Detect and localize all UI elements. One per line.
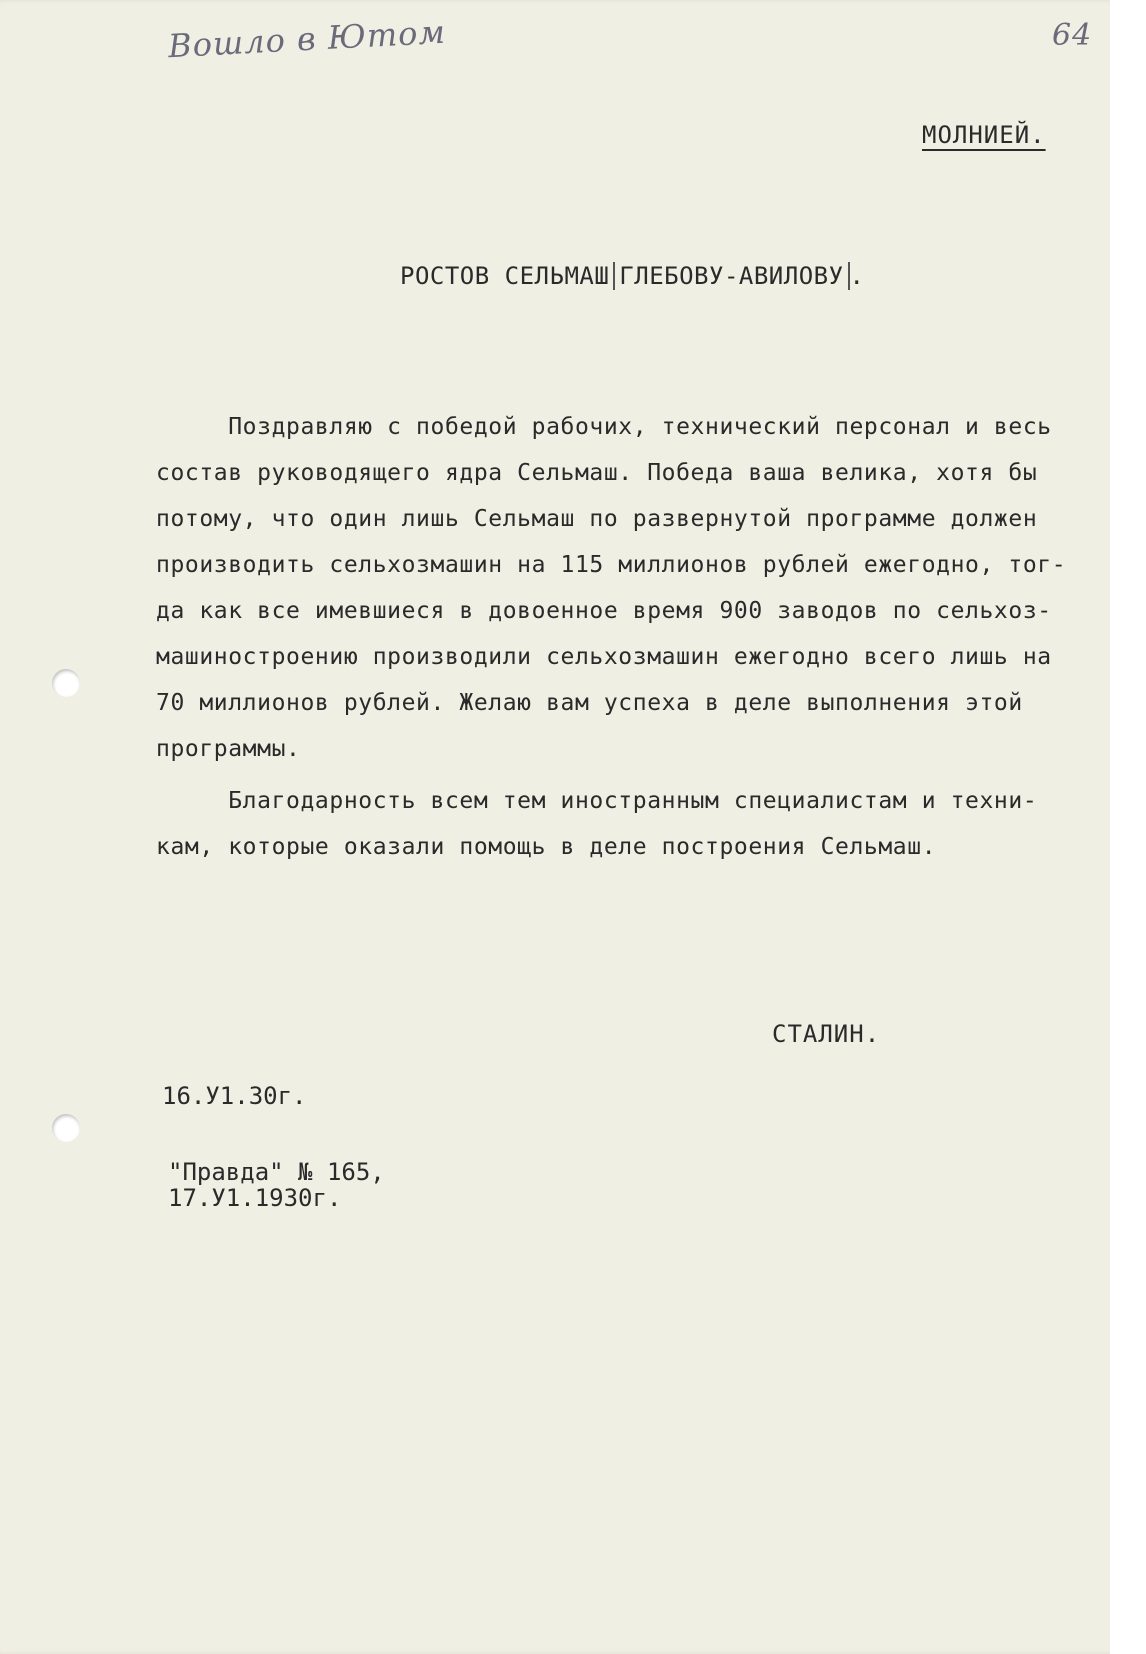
body-line: кам, которые оказали помощь в деле построения Сельмаш. [156, 834, 937, 860]
source-date: 17.У1.1930г. [168, 1184, 342, 1212]
document-date: 16.У1.30г. [162, 1082, 307, 1110]
body-line: программы. [156, 736, 301, 762]
body-line: Поздравляю с победой рабочих, технический персонал и весь [156, 414, 1052, 440]
source-citation: "Правда" № 165, [168, 1158, 385, 1186]
body-line: да как все имевшиеся в довоенное время 900 заводов по сельхоз- [156, 598, 1052, 624]
punch-hole [52, 1114, 80, 1142]
page-number: 64 [1052, 18, 1093, 53]
body-line: потому, что один лишь Сельмаш по развернутой программе должен [156, 506, 1038, 532]
urgency-header: МОЛНИЕЙ. [922, 121, 1046, 149]
signature: СТАЛИН. [772, 1020, 881, 1048]
body-line: производить сельхозмашин на 115 миллионов рублей ежегодно, тог- [156, 552, 1067, 578]
body-line: состав руководящего ядра Сельмаш. Победа ваша велика, хотя бы [156, 460, 1038, 486]
handwritten-note: Вошло в Ютом [167, 12, 447, 66]
address-recipient: ГЛЕБОВУ-АВИЛОВУ [613, 262, 849, 290]
punch-hole [52, 669, 80, 697]
body-line: 70 миллионов рублей. Желаю вам успеха в деле выполнения этой [156, 690, 1023, 716]
address-terminator: . [849, 262, 865, 290]
body-line: машиностроению производили сельхозмашин ежегодно всего лишь на [156, 644, 1052, 670]
page-edge [1110, 0, 1128, 1654]
telegram-address [400, 262, 865, 290]
body-line: Благодарность всем тем иностранным специалистам и техни- [156, 788, 1038, 814]
address-city-plant: РОСТОВ СЕЛЬМАШ [400, 262, 610, 290]
